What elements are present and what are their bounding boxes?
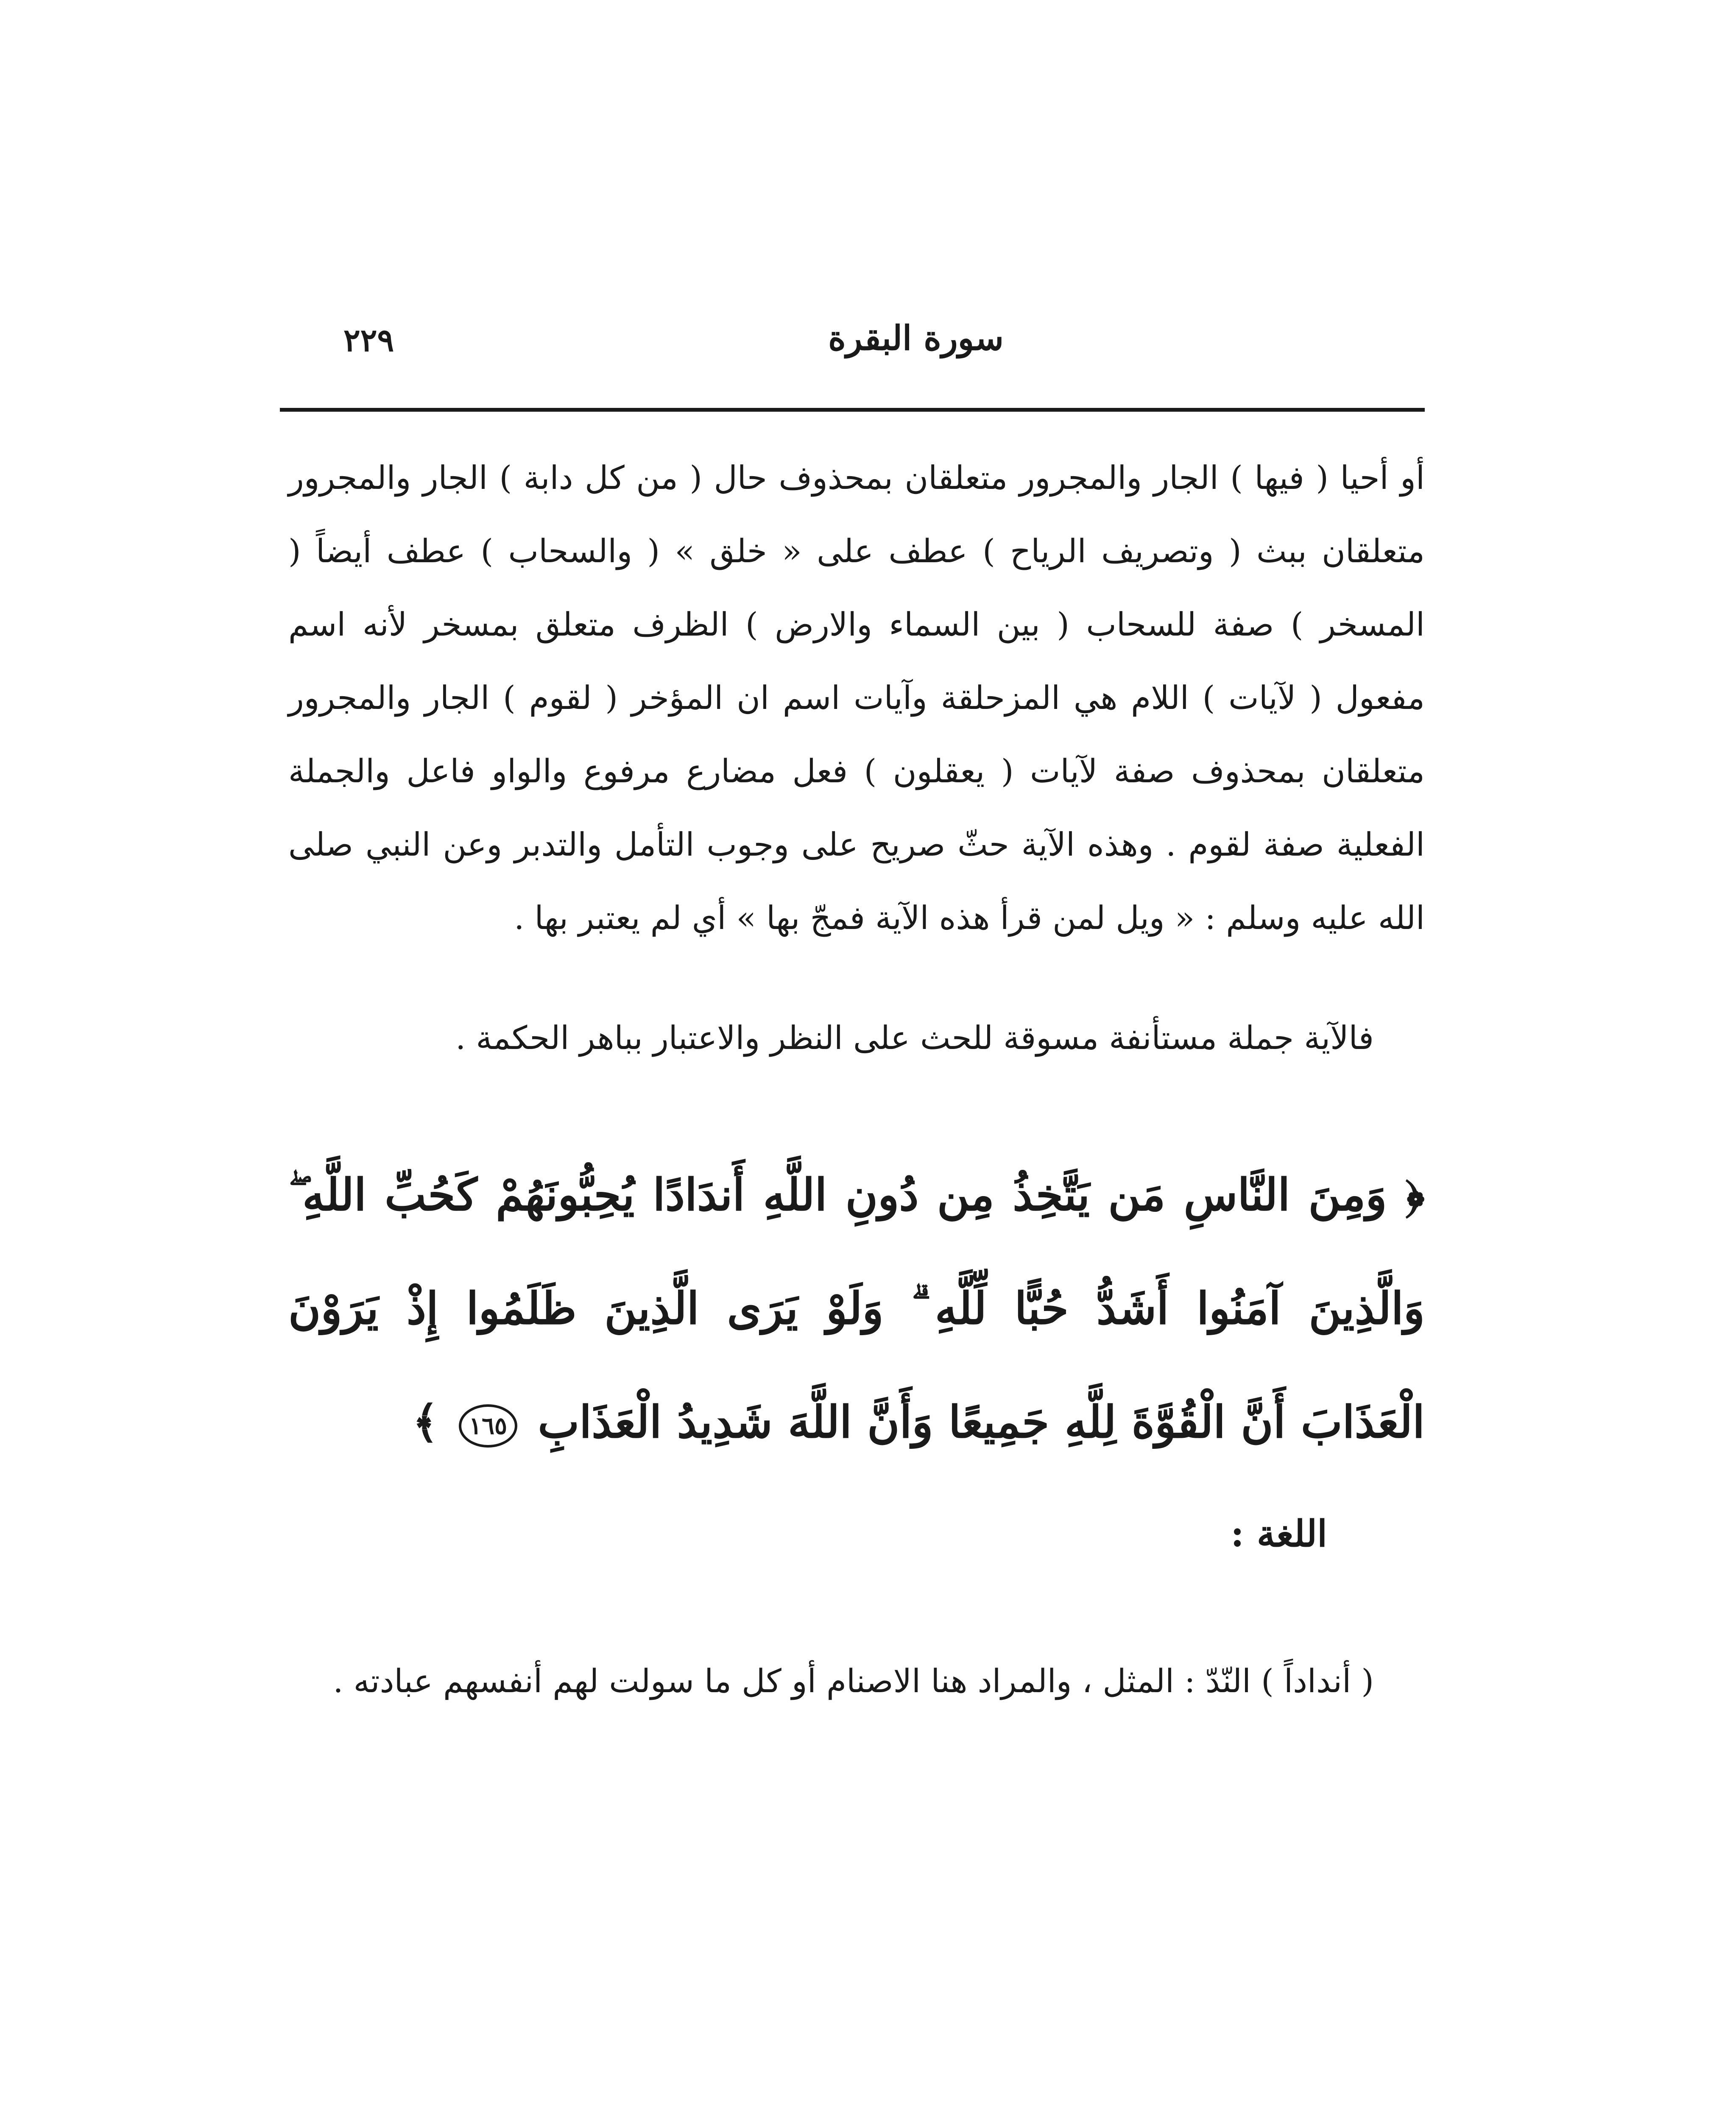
verse-number-badge: ١٦٥ — [459, 1404, 517, 1448]
running-title: سورة البقرة — [828, 318, 1004, 358]
header-divider — [280, 408, 1425, 412]
summary-paragraph: فالآية جملة مستأنفة مسوقة للحث على النظر والاعتبار بباهر الحكمة . — [455, 1019, 1374, 1057]
verse-text: وَمِنَ النَّاسِ مَن يَتَّخِذُ مِن دُونِ اللَّهِ أَندَادًا يُحِبُّونَهُمْ كَحُبِّ اللَّهِ ۖ وَالَّذِينَ آمَنُوا أَشَدُّ حُبًّا لِّلَّهِ ۗ وَلَوْ يَرَى الَّذِينَ ظَلَمُوا إِذْ يَرَوْنَ الْعَذَابَ أَنَّ الْقُوَّةَ لِلَّهِ جَمِيعًا وَأَنَّ اللَّهَ شَدِيدُ الْعَذَابِ — [288, 1169, 1425, 1448]
page-content — [288, 441, 1425, 1718]
lexicon-heading: اللغة : — [1231, 1512, 1327, 1555]
quran-verse — [288, 1138, 1425, 1479]
grammar-paragraph: أو أحيا ( فيها ) الجار والمجرور متعلقان بمحذوف حال ( من كل دابة ) الجار والمجرور متعلقان ببث ( وتصريف الرياح ) عطف على « خلق » ( والسحاب ) عطف أيضاً ( المسخر ) صفة للسحاب ( بين السماء والارض ) الظرف متعلق بمسخر لأنه اسم مفعول ( لآيات ) اللام هي المزحلقة وآيات اسم ان المؤخر ( لقوم ) الجار والمجرور متعلقان بمحذوف صفة لآيات ( يعقلون ) فعل مضارع مرفوع والواو فاعل والجملة الفعلية صفة لقوم . وهذه الآية حثّ صريح على وجوب التأمل والتدبر وعن النبي صلى الله عليه وسلم : « ويل لمن قرأ هذه الآية فمجّ بها » أي لم يعتبر بها . — [288, 459, 1425, 937]
page-number: ٢٢٩ — [343, 322, 394, 359]
verse-close-bracket: ﴾ — [412, 1396, 438, 1448]
verse-open-bracket: ﴿ — [1405, 1169, 1425, 1221]
lexicon-entry: ( أنداداً ) النّدّ : المثل ، والمراد هنا الاصنام أو كل ما سولت لهم أنفسهم عبادته . — [333, 1662, 1374, 1700]
page-header — [280, 314, 1425, 382]
